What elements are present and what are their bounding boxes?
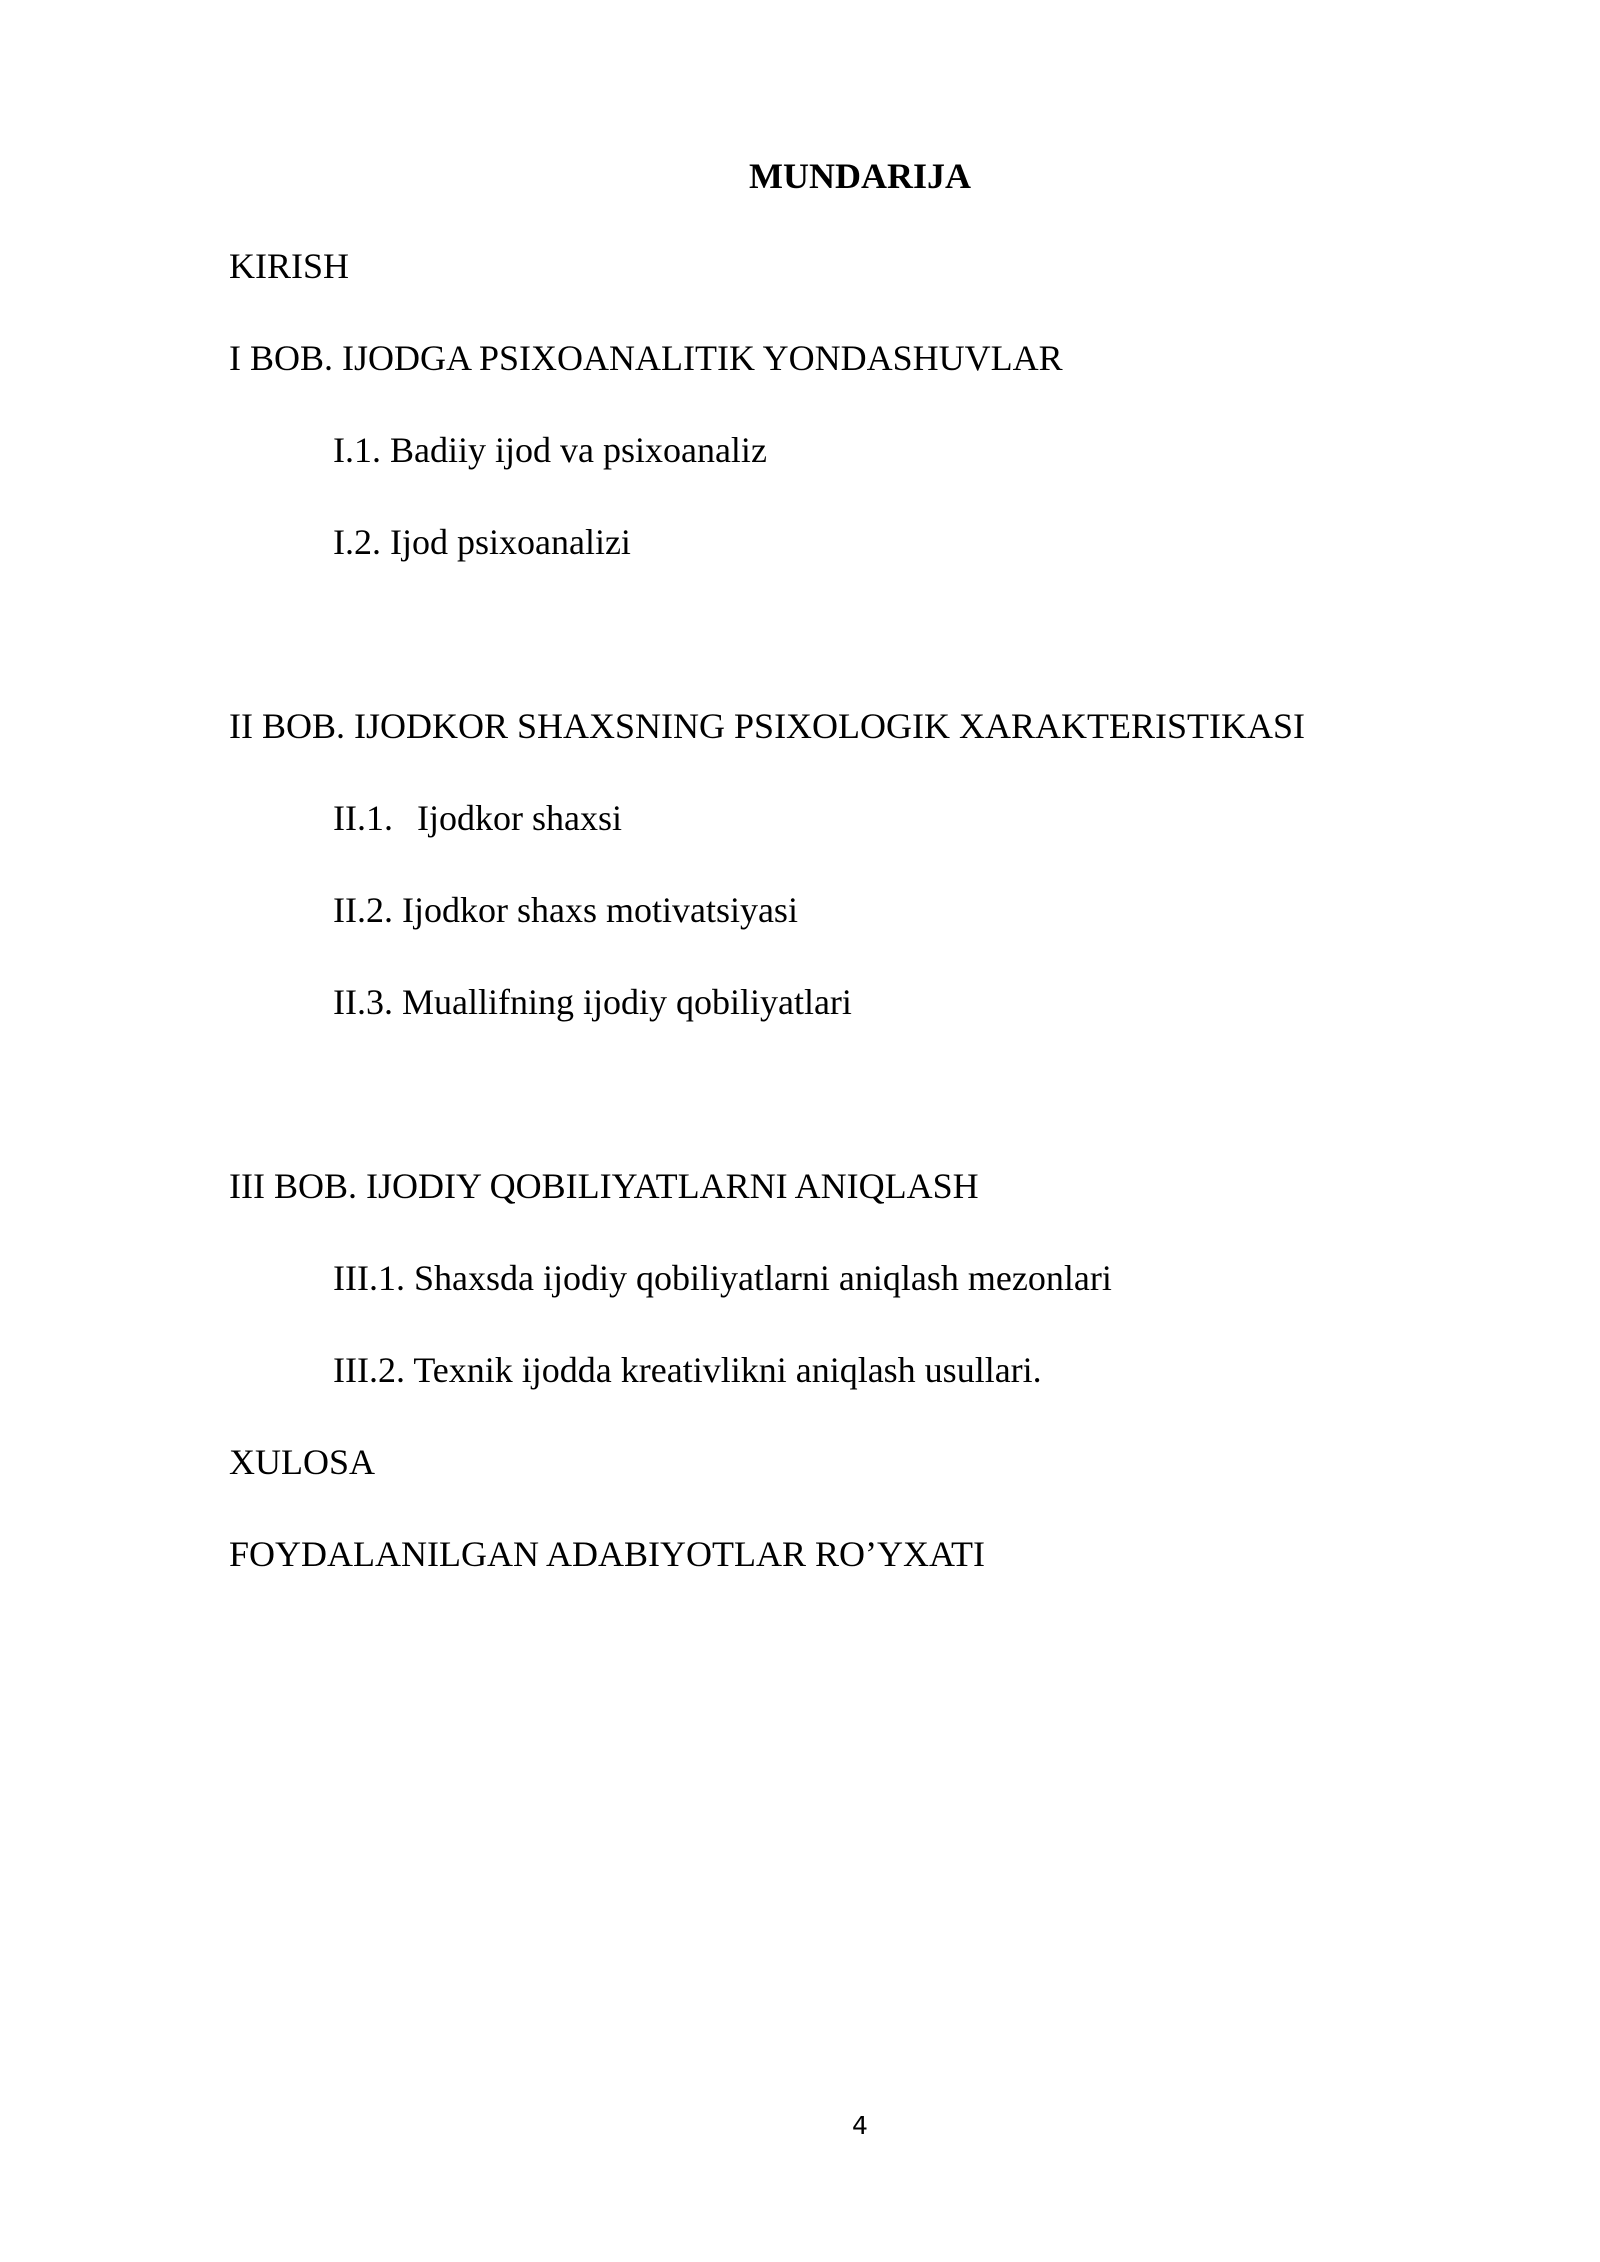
page-title: MUNDARIJA bbox=[749, 156, 971, 196]
toc-section-3-1: III.1. Shaxsda ijodiy qobiliyatlarni aniqlash mezonlari bbox=[333, 1258, 1112, 1298]
toc-chapter-2: II BOB. IJODKOR SHAXSNING PSIXOLOGIK XARAKTERISTIKASI bbox=[229, 706, 1306, 746]
toc-entry-kirish: KIRISH bbox=[229, 246, 350, 286]
toc-section-1-1: I.1. Badiiy ijod va psixoanaliz bbox=[333, 430, 767, 470]
toc-entry-adabiyotlar: FOYDALANILGAN ADABIYOTLAR RO’YXATI bbox=[229, 1534, 985, 1574]
toc-section-2-2: II.2. Ijodkor shaxs motivatsiyasi bbox=[333, 890, 798, 930]
toc-chapter-3: III BOB. IJODIY QOBILIYATLARNI ANIQLASH bbox=[229, 1166, 979, 1206]
toc-section-2-1-number: II.1. bbox=[333, 798, 393, 838]
toc-entry-xulosa: XULOSA bbox=[229, 1442, 376, 1482]
toc-section-2-1 bbox=[333, 792, 622, 844]
toc-section-1-2: I.2. Ijod psixoanalizi bbox=[333, 522, 631, 562]
toc-chapter-1: I BOB. IJODGA PSIXOANALITIK YONDASHUVLAR bbox=[229, 338, 1063, 378]
toc-section-2-1-text: Ijodkor shaxsi bbox=[416, 798, 622, 838]
page-number: 4 bbox=[852, 2111, 868, 2140]
toc-section-3-2: III.2. Texnik ijodda kreativlikni aniqlash usullari. bbox=[333, 1350, 1042, 1390]
toc-section-2-3: II.3. Muallifning ijodiy qobiliyatlari bbox=[333, 982, 852, 1022]
